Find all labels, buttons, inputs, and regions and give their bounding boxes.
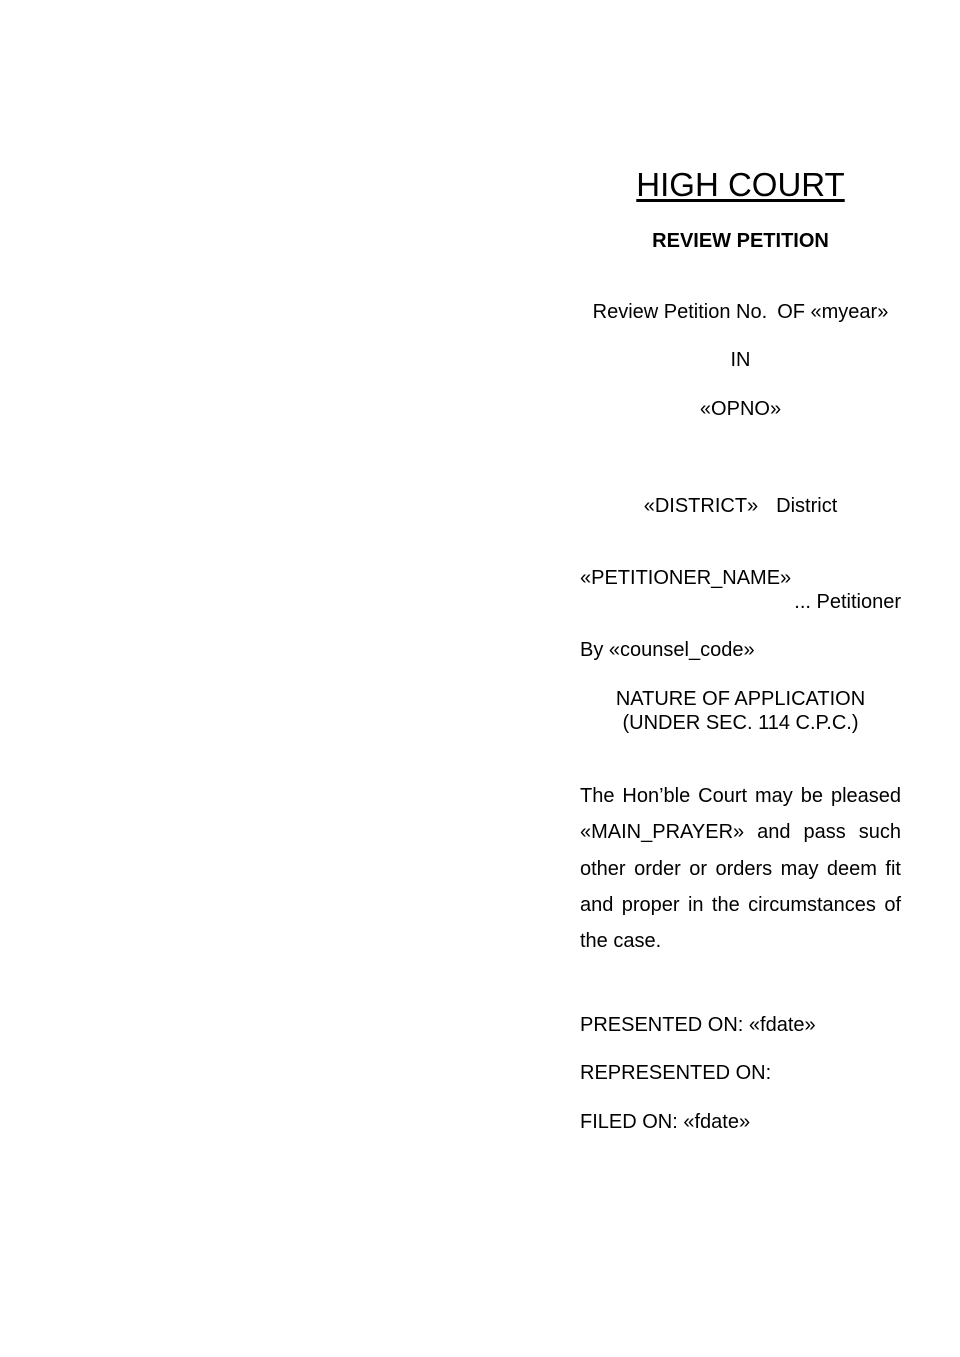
petition-number-suffix: OF «myear» — [777, 301, 889, 323]
petition-number-line — [580, 300, 901, 324]
prayer-paragraph: The Hon’ble Court may be pleased «MAIN_PRAYER» and pass such other order or orders may deem fit and proper in the circumstances of the case. — [580, 785, 901, 953]
op-number: «OPNO» — [699, 398, 782, 420]
in-label: IN — [730, 349, 751, 371]
district-label: District — [776, 495, 838, 517]
court-title: HIGH COURT — [636, 166, 845, 203]
petition-number-prefix: Review Petition No. — [592, 301, 768, 323]
nature-section: (UNDER SEC. 114 C.P.C.) — [622, 712, 859, 734]
petitioner-role: ... Petitioner — [794, 591, 901, 613]
petitioner-name: «PETITIONER_NAME» — [580, 567, 792, 589]
nature-heading: NATURE OF APPLICATION — [615, 688, 866, 710]
filed-on: FILED ON: «fdate» — [580, 1111, 751, 1133]
represented-on: REPRESENTED ON: — [580, 1062, 772, 1084]
petition-type-heading: REVIEW PETITION — [652, 230, 829, 252]
presented-on: PRESENTED ON: «fdate» — [580, 1014, 816, 1036]
district-field: «DISTRICT» — [643, 495, 759, 517]
district-line — [580, 494, 901, 518]
counsel-line: By «counsel_code» — [580, 639, 755, 661]
nature-of-application — [580, 687, 901, 735]
